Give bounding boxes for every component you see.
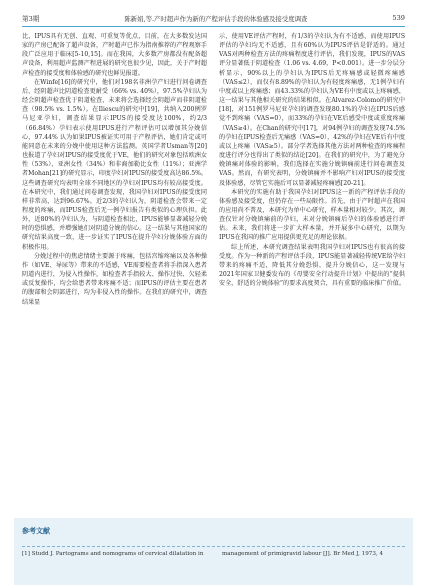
page-number: 539 <box>392 14 405 22</box>
reference-entry: [1] Studd J. Partograms and nomograms of cervical dilatation in <box>22 551 204 557</box>
left-text-column <box>22 32 207 307</box>
running-title: 陈新娟,等.产时超声作为新的产程评估手段的体验感及接受度调查 <box>124 14 308 23</box>
references-divider <box>22 546 405 547</box>
paragraph: 本研究的实施有助于我国孕妇对IPUS这一新的产程评估手段的体验感及接受度，但仍存在一些局限性。首先，由于产时超声在我国的应用尚不普及，本研究为单中心研究，样本量相对较少。其次，调查仅针对分娩镇痛前的孕妇，未对分娩镇痛后孕妇的体验感进行评估。未来，我们将进一步扩大样本量，并开展多中心研究，以期为IPUS在我国的推广应用提供更充足的理论依据。 <box>219 188 405 242</box>
paragraph: 分娩过程中的焦虑情绪主要源于疼痛，包括宫缩疼痛以及各种操作（如VE、导尿等）带来的不适感，VE需要检查者将手指深入患者阴道内进行，为侵入性操作，如检查者手指较大、操作过快、欠轻柔或反复操作，均会给患者带来疼痛不适；而IPUS的评估主要在患者的腹部和会阴部进行，均为非侵入性的操作。在我们的研究中，调查结果显 <box>22 252 207 306</box>
issue-label: 第3期 <box>22 15 40 23</box>
paragraph: 示，使用VE评估产程时，有1/3的孕妇认为有不适感，而使用IPUS评估的孕妇均无不适感，且有60%认为IPUS评估是舒适的。通过VAS对两种检查方法的疼痛程度进行评估，我们发现，IPUS的VAS评分显著低于阴道检查（1.06 vs. 4.69，P<0.001）。进一步分层分析显示，90%以上的孕妇认为IPUS后无疼痛感或轻微疼痛感（VAS≤2），而仅有8.89%的孕妇认为有轻度疼痛感，无1例孕妇有中度或以上疼痛感；而43.33%的孕妇认为VE有中度或以上疼痛感，这一结果与其他相关研究的结果相似。在Alvarez-Colomo的研究中[18]，对151例罗马尼亚孕妇的调查发现80.1%的孕妇在IPUS后感觉不到疼痛（VAS=0），而33%的孕妇在VE后感受中度或重度疼痛（VAS≥4）。在Chan的研究中[17]，对94例孕妇的调查发现74.5%的孕妇在IPUS检查后无痛感（VAS=0），42%的孕妇在VE后有中度或以上疼痛（VAS≥5）。部分学者选择其他方法对两种检查的疼痛程度进行评分也得出了类似的结论[20]。在我们的研究中，为了避免分娩镇痛对体验的影响，我们选择在实施分娩镇痛前进行问卷调查及VAS。然而，有研究表明，分娩镇痛并不影响产妇对IPUS的接受度及体验感，尽管它实施后可以显著减轻疼痛感[20-21]。 <box>219 33 405 187</box>
paragraph: 在Winfe[16]的研究中，他们对198名非洲孕产妇进行问卷调查后，经阴超声比阴道检查更耐受（66% vs. 40%），97.5%孕妇认为经会阴超声检查优于阴道检查，未来将会选择经会阴超声而非阴道检查（98.5% vs. 1.5%）。在Iliescu的研究中[19]，共纳入200例罗马尼亚孕妇，调查结果显示IPUS的接受度达100%，约2/3（66.84%）孕妇表示使用IPUS进行产程评估可以增加其分娩信心，97.44% 认为如果IPUS被证实可用于产程评估，她们肯定或可能同意在未来的分娩中使用这种方法监测。英国学者Usman等[20]也报道了孕妇对IPUS的接受度优于VE，他们的研究对象包括欧洲女性（53%）、亚洲女性（34%）和非裔加勒比女性（11%）；亚洲学者Mohan[21]的研究显示，印度孕妇对IPUS的接受度高达86.5%。这些调查研究均表明全球不同地区的孕妇对IPUS均有较高接受度。在本研究中，我们通过问卷调查发现，我国孕妇对IPUS的接受度同样非常高，达到96.67%。近2/3的孕妇认为，阴道检查会带来一定程度的疼痛，而IPUS检查后无一例孕妇报告有类似的心理负担。此外，近80%的孕妇认为，与阴道检查相比，IPUS能够显著减轻分娩时的恐惧感，并增强她们对阴道分娩的信心。这一结果与其他国家的研究结果高度一致，进一步证实了IPUS在提升孕妇分娩体验方面的积极作用。 <box>22 78 207 251</box>
reference-entry-continued: management of primigravid labour [J]. Br Med J, 1973, 4 <box>222 551 384 557</box>
paragraph: 综上所述，本研究调查结果表明我国孕妇对IPUS也有很高的接受度。作为一种新的产程评估手段，IPUS能显著减轻传统VE给孕妇带来的疼痛不适，降低其分娩恐惧，提升分娩信心，这一发现与2021年国家卫健委发布的《母婴安全行动提升计划》中提出的“提供安全、舒适的分娩体验”的要求高度契合，具有重要的临床推广价值。 <box>219 243 405 288</box>
paragraph: 比，IPUS具有无创、直观、可重复等优点，目前，在大多数发达国家的产房已配备了超声设备，产时超声已作为指南推荐的产程观察手段广泛应用于临床[5-10,15]。而在我国，大多数产房都没有配备超声设备，利用超声监测产程进展的研究也很少见，因此，关于产时超声检查的接受度和体验感的研究也鲜见报道。 <box>22 33 207 77</box>
running-header <box>22 10 405 27</box>
references-heading: 参考文献 <box>22 527 50 535</box>
right-text-column <box>219 32 405 288</box>
